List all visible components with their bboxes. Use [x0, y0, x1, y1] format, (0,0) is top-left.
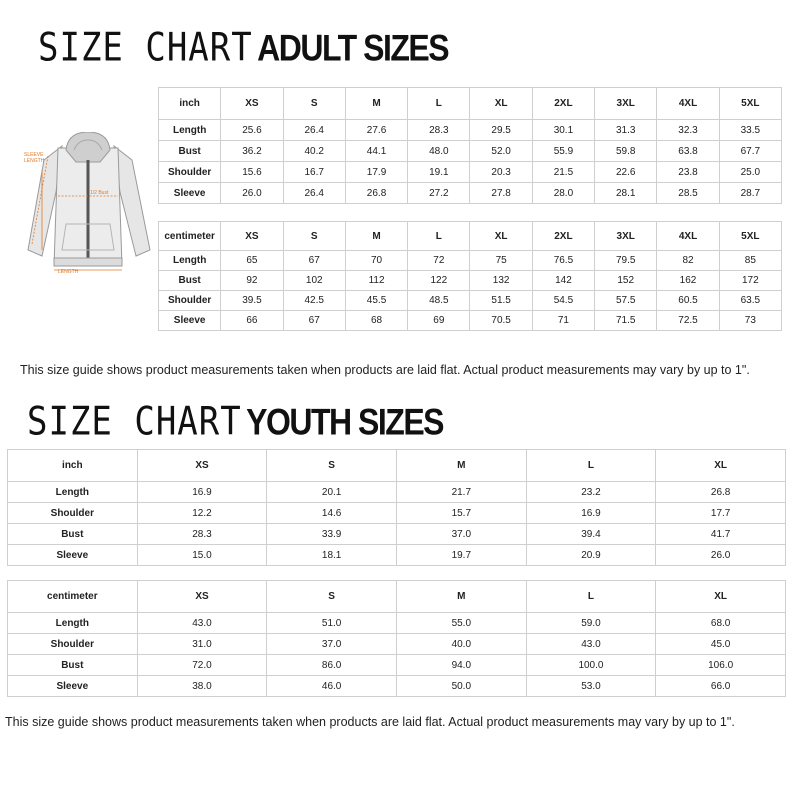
measurement-value-cell: 162 [657, 271, 719, 291]
table-header-row [159, 88, 782, 120]
table-row [159, 251, 782, 271]
measurement-value-cell: 15.0 [137, 545, 267, 566]
measurement-value-cell: 106.0 [656, 655, 786, 676]
youth-inch-table [7, 449, 786, 566]
measurement-label-cell: Sleeve [159, 311, 221, 331]
measurement-value-cell: 31.0 [137, 634, 267, 655]
size-header-cell: XL [656, 450, 786, 482]
table-row [8, 676, 786, 697]
measurement-value-cell: 65 [221, 251, 283, 271]
table-header-row [8, 450, 786, 482]
measurement-label-cell: Length [8, 613, 138, 634]
size-header-cell: XL [656, 581, 786, 613]
measurement-value-cell: 15.7 [396, 503, 526, 524]
measurement-value-cell: 72.0 [137, 655, 267, 676]
measurement-value-cell: 66.0 [656, 676, 786, 697]
table-header-row [8, 581, 786, 613]
table-row [8, 613, 786, 634]
measurement-value-cell: 43.0 [137, 613, 267, 634]
measurement-value-cell: 25.6 [221, 120, 283, 141]
measurement-value-cell: 55.0 [396, 613, 526, 634]
measurement-value-cell: 132 [470, 271, 532, 291]
youth-size-note: This size guide shows product measurements taken when products are laid flat. Actual product measurements may vary by up to 1". [5, 715, 735, 729]
heading-adult-sizes-text: ADULT SIZES [257, 27, 449, 69]
measurement-value-cell: 112 [345, 271, 407, 291]
measurement-value-cell: 21.7 [396, 482, 526, 503]
size-header-cell: L [526, 450, 656, 482]
measurement-label-cell: Shoulder [159, 162, 221, 183]
measurement-value-cell: 75 [470, 251, 532, 271]
size-header-cell: L [526, 581, 656, 613]
measurement-value-cell: 37.0 [396, 524, 526, 545]
measurement-value-cell: 20.1 [267, 482, 397, 503]
measurement-value-cell: 39.4 [526, 524, 656, 545]
measurement-value-cell: 53.0 [526, 676, 656, 697]
measurement-value-cell: 12.2 [137, 503, 267, 524]
measurement-value-cell: 20.3 [470, 162, 532, 183]
size-header-cell: 2XL [532, 88, 594, 120]
measurement-label-cell: Bust [159, 141, 221, 162]
measurement-value-cell: 42.5 [283, 291, 345, 311]
measurement-value-cell: 48.5 [408, 291, 470, 311]
measurement-value-cell: 19.7 [396, 545, 526, 566]
measurement-value-cell: 67 [283, 251, 345, 271]
adult-centimeter-table [158, 221, 782, 331]
size-header-cell: M [396, 581, 526, 613]
heading-size-chart-text: SIZE CHART [27, 399, 242, 445]
measurement-label-cell: Bust [159, 271, 221, 291]
measurement-value-cell: 26.4 [283, 183, 345, 204]
measurement-value-cell: 52.0 [470, 141, 532, 162]
measurement-value-cell: 31.3 [595, 120, 657, 141]
measurement-value-cell: 17.7 [656, 503, 786, 524]
table-row [159, 271, 782, 291]
measurement-value-cell: 23.8 [657, 162, 719, 183]
measurement-value-cell: 16.9 [137, 482, 267, 503]
measurement-value-cell: 102 [283, 271, 345, 291]
measurement-value-cell: 26.8 [345, 183, 407, 204]
measurement-value-cell: 14.6 [267, 503, 397, 524]
measurement-value-cell: 172 [719, 271, 781, 291]
measurement-label-cell: Length [159, 120, 221, 141]
size-header-cell: 5XL [719, 222, 781, 251]
measurement-value-cell: 19.1 [408, 162, 470, 183]
size-header-cell: XL [470, 88, 532, 120]
unit-header-cell: inch [8, 450, 138, 482]
measurement-value-cell: 86.0 [267, 655, 397, 676]
measurement-value-cell: 79.5 [595, 251, 657, 271]
measurement-value-cell: 71 [532, 311, 594, 331]
measurement-value-cell: 50.0 [396, 676, 526, 697]
table-row [8, 503, 786, 524]
table-row [159, 162, 782, 183]
measurement-value-cell: 69 [408, 311, 470, 331]
measurement-value-cell: 48.0 [408, 141, 470, 162]
measurement-value-cell: 68 [345, 311, 407, 331]
size-header-cell: M [396, 450, 526, 482]
measurement-value-cell: 32.3 [657, 120, 719, 141]
measurement-value-cell: 57.5 [595, 291, 657, 311]
table-row [8, 545, 786, 566]
measurement-value-cell: 76.5 [532, 251, 594, 271]
measurement-value-cell: 36.2 [221, 141, 283, 162]
measurement-value-cell: 41.7 [656, 524, 786, 545]
measurement-value-cell: 27.6 [345, 120, 407, 141]
measurement-value-cell: 25.0 [719, 162, 781, 183]
measurement-value-cell: 82 [657, 251, 719, 271]
table-row [8, 524, 786, 545]
sleeve-length-label: LENGTH [24, 158, 45, 164]
measurement-value-cell: 30.1 [532, 120, 594, 141]
measurement-value-cell: 16.7 [283, 162, 345, 183]
measurement-value-cell: 16.9 [526, 503, 656, 524]
measurement-value-cell: 28.7 [719, 183, 781, 204]
measurement-value-cell: 18.1 [267, 545, 397, 566]
measurement-value-cell: 33.9 [267, 524, 397, 545]
measurement-value-cell: 38.0 [137, 676, 267, 697]
size-header-cell: M [345, 88, 407, 120]
measurement-value-cell: 71.5 [595, 311, 657, 331]
measurement-value-cell: 28.3 [408, 120, 470, 141]
measurement-value-cell: 45.0 [656, 634, 786, 655]
measurement-value-cell: 73 [719, 311, 781, 331]
measurement-value-cell: 51.5 [470, 291, 532, 311]
size-header-cell: 4XL [657, 88, 719, 120]
measurement-value-cell: 72.5 [657, 311, 719, 331]
size-header-cell: S [283, 88, 345, 120]
measurement-label-cell: Bust [8, 524, 138, 545]
size-header-cell: XS [221, 222, 283, 251]
measurement-label-cell: Shoulder [8, 503, 138, 524]
half-bust-label: 1/2 Bust [90, 190, 109, 196]
adult-inch-table [158, 87, 782, 204]
measurement-value-cell: 72 [408, 251, 470, 271]
measurement-label-cell: Sleeve [8, 545, 138, 566]
table-row [159, 291, 782, 311]
measurement-label-cell: Bust [8, 655, 138, 676]
size-header-cell: 3XL [595, 88, 657, 120]
unit-header-cell: centimeter [159, 222, 221, 251]
unit-header-cell: inch [159, 88, 221, 120]
measurement-value-cell: 59.0 [526, 613, 656, 634]
measurement-value-cell: 28.1 [595, 183, 657, 204]
measurement-label-cell: Length [8, 482, 138, 503]
size-header-cell: XS [221, 88, 283, 120]
table-row [8, 655, 786, 676]
measurement-value-cell: 33.5 [719, 120, 781, 141]
measurement-label-cell: Shoulder [8, 634, 138, 655]
measurement-value-cell: 27.8 [470, 183, 532, 204]
measurement-value-cell: 67 [283, 311, 345, 331]
table-row [159, 120, 782, 141]
measurement-value-cell: 66 [221, 311, 283, 331]
adult-size-note: This size guide shows product measurements taken when products are laid flat. Actual product measurements may vary by up to 1". [20, 363, 750, 377]
measurement-value-cell: 92 [221, 271, 283, 291]
measurement-value-cell: 27.2 [408, 183, 470, 204]
measurement-value-cell: 55.9 [532, 141, 594, 162]
size-header-cell: 3XL [595, 222, 657, 251]
measurement-value-cell: 21.5 [532, 162, 594, 183]
size-header-cell: S [267, 581, 397, 613]
size-header-cell: L [408, 222, 470, 251]
youth-size-chart-heading [27, 399, 444, 445]
heading-size-chart-text: SIZE CHART [38, 25, 253, 71]
measurement-label-cell: Length [159, 251, 221, 271]
measurement-value-cell: 100.0 [526, 655, 656, 676]
measurement-value-cell: 46.0 [267, 676, 397, 697]
measurement-value-cell: 94.0 [396, 655, 526, 676]
size-header-cell: XS [137, 450, 267, 482]
measurement-value-cell: 122 [408, 271, 470, 291]
measurement-value-cell: 29.5 [470, 120, 532, 141]
measurement-value-cell: 142 [532, 271, 594, 291]
measurement-label-cell: Sleeve [8, 676, 138, 697]
size-header-cell: S [283, 222, 345, 251]
measurement-value-cell: 28.3 [137, 524, 267, 545]
measurement-value-cell: 70 [345, 251, 407, 271]
measurement-value-cell: 85 [719, 251, 781, 271]
measurement-value-cell: 39.5 [221, 291, 283, 311]
measurement-value-cell: 22.6 [595, 162, 657, 183]
measurement-value-cell: 60.5 [657, 291, 719, 311]
size-header-cell: L [408, 88, 470, 120]
measurement-value-cell: 17.9 [345, 162, 407, 183]
measurement-label-cell: Shoulder [159, 291, 221, 311]
measurement-value-cell: 43.0 [526, 634, 656, 655]
measurement-value-cell: 67.7 [719, 141, 781, 162]
hoodie-measurement-illustration [18, 132, 158, 274]
measurement-value-cell: 70.5 [470, 311, 532, 331]
adult-size-chart-heading [38, 25, 449, 71]
table-row [159, 183, 782, 204]
measurement-value-cell: 54.5 [532, 291, 594, 311]
measurement-value-cell: 40.2 [283, 141, 345, 162]
size-header-cell: 2XL [532, 222, 594, 251]
measurement-value-cell: 59.8 [595, 141, 657, 162]
heading-youth-sizes-text: YOUTH SIZES [246, 401, 444, 443]
measurement-value-cell: 28.0 [532, 183, 594, 204]
measurement-value-cell: 23.2 [526, 482, 656, 503]
table-row [159, 311, 782, 331]
unit-header-cell: centimeter [8, 581, 138, 613]
youth-centimeter-table [7, 580, 786, 697]
table-header-row [159, 222, 782, 251]
table-row [8, 482, 786, 503]
measurement-label-cell: Sleeve [159, 183, 221, 204]
measurement-value-cell: 44.1 [345, 141, 407, 162]
measurement-value-cell: 40.0 [396, 634, 526, 655]
measurement-value-cell: 26.0 [221, 183, 283, 204]
table-row [159, 141, 782, 162]
measurement-value-cell: 26.4 [283, 120, 345, 141]
sleeve-label: SLEEVE [24, 152, 44, 158]
measurement-value-cell: 63.5 [719, 291, 781, 311]
size-header-cell: 4XL [657, 222, 719, 251]
measurement-value-cell: 20.9 [526, 545, 656, 566]
size-header-cell: XL [470, 222, 532, 251]
size-header-cell: M [345, 222, 407, 251]
measurement-value-cell: 152 [595, 271, 657, 291]
body-length-label: LENGTH [58, 269, 79, 274]
size-header-cell: XS [137, 581, 267, 613]
size-header-cell: 5XL [719, 88, 781, 120]
table-row [8, 634, 786, 655]
measurement-value-cell: 15.6 [221, 162, 283, 183]
measurement-value-cell: 28.5 [657, 183, 719, 204]
size-header-cell: S [267, 450, 397, 482]
measurement-value-cell: 37.0 [267, 634, 397, 655]
measurement-value-cell: 51.0 [267, 613, 397, 634]
measurement-value-cell: 26.8 [656, 482, 786, 503]
measurement-value-cell: 68.0 [656, 613, 786, 634]
measurement-value-cell: 63.8 [657, 141, 719, 162]
measurement-value-cell: 45.5 [345, 291, 407, 311]
measurement-value-cell: 26.0 [656, 545, 786, 566]
